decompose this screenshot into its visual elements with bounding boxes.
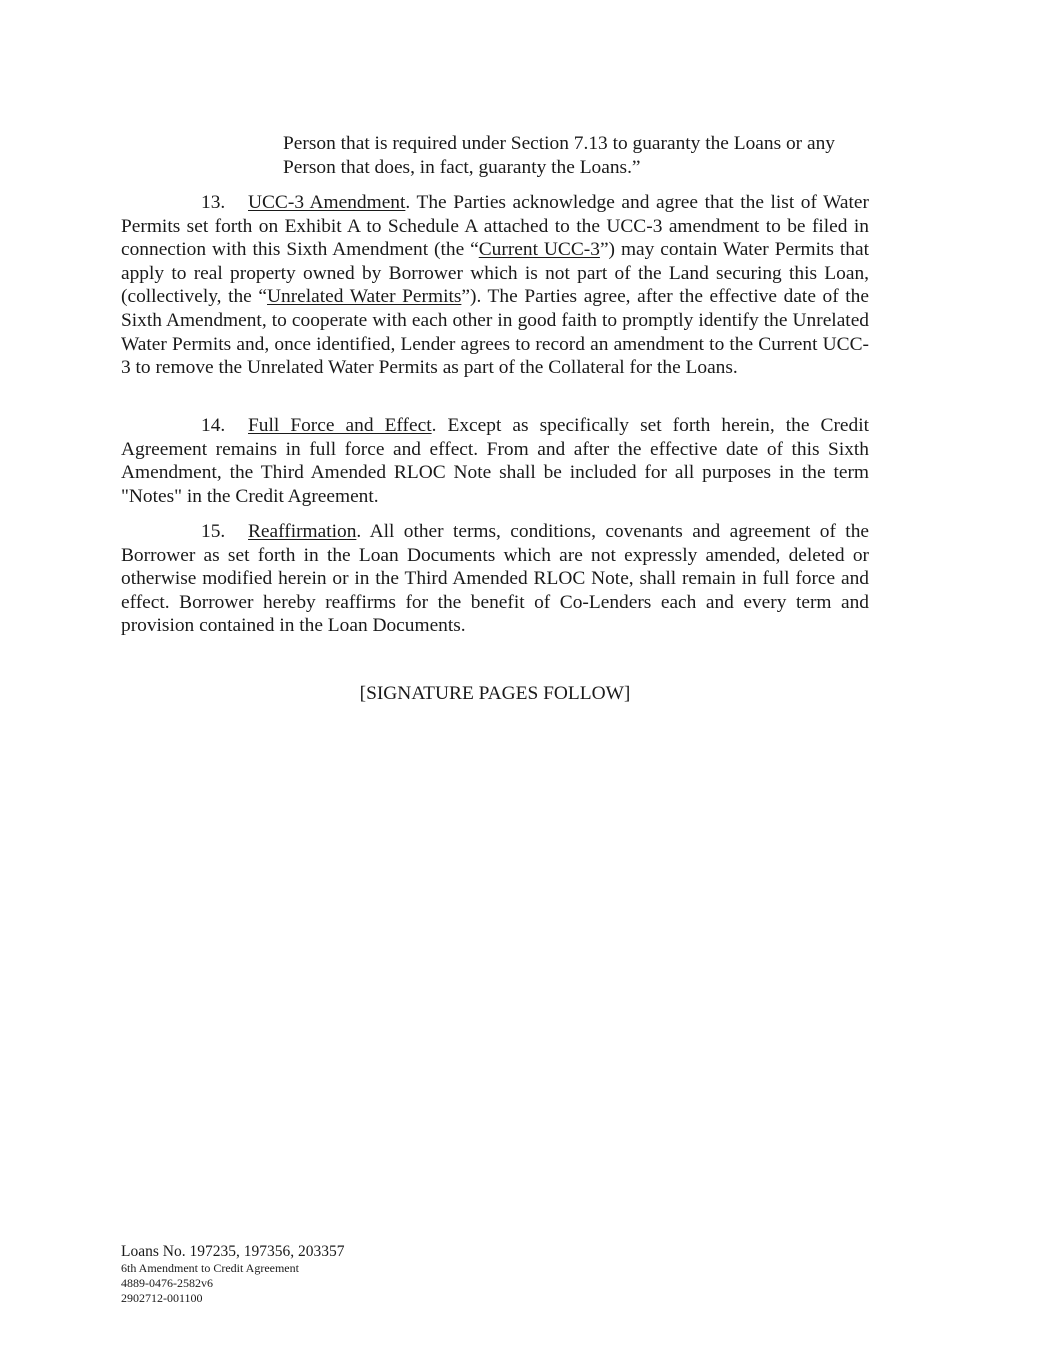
signature-pages-notice: [SIGNATURE PAGES FOLLOW] [359, 683, 631, 704]
defined-term-unrelated-water-permits: Unrelated Water Permits [267, 286, 462, 308]
section-15-text: . All other terms, conditions, covenants and agreement of the Borrower as set forth in the Loan Documents which are not expressly amended, deleted or otherwise modified herein or in the Third Amended RLOC Note, shall remain in full force and effect. Borrower hereby reaffirms for the benefit of Co-Lenders each and every term and provision contained in the Loan Documents. [121, 521, 869, 637]
section-15-paragraph [121, 520, 869, 638]
section-13-text-c: ”). The Parties agree, after the effective date of the Sixth Amendment, to cooperate with each other in good faith to promptly identify the Unrelated Water Permits and, once identified, Lender agrees to record an amendment to the Current UCC-3 to remove the Unrelated Water Permits as part of the Collateral for the Loans. [121, 286, 869, 379]
quote-continuation [283, 132, 873, 179]
section-13-paragraph [121, 191, 869, 380]
defined-term-current-ucc3: Current UCC-3 [478, 239, 600, 261]
section-13-text-a: . The Parties acknowledge and agree that the list of Water Permits set forth on Exhibit A to Schedule A attached to the UCC-3 amendment to be filed in connection with this Sixth Amendment (the “ [121, 192, 869, 261]
section-15-number: 15. [201, 521, 226, 542]
quote-line-1: Person that is required under Section 7.13 to guaranty the Loans or any [283, 133, 835, 154]
section-14-heading: Full Force and Effect [248, 415, 432, 436]
section-15-heading: Reaffirmation [248, 521, 357, 542]
section-14-text: . Except as specifically set forth herein, the Credit Agreement remains in full force and effect. From and after the effective date of this Sixth Amendment, the Third Amended RLOC Note shall be included for all purposes in the term "Notes" in the Credit Agreement. [121, 415, 870, 507]
section-13-heading: UCC-3 Amendment [248, 192, 406, 213]
quote-line-2: Person that does, in fact, guaranty the Loans.” [283, 156, 641, 178]
footer-doc-title: 6th Amendment to Credit Agreement [121, 1261, 299, 1275]
section-13-text-b: ”) may contain Water Permits that apply to real property owned by Borrower which is not part of the Land securing this Loan, (collectively, the “ [121, 239, 869, 308]
section-14-paragraph [121, 414, 869, 508]
footer-loans: Loans No. 197235, 197356, 203357 [121, 1243, 345, 1260]
section-14-number: 14. [201, 415, 226, 436]
section-13-number: 13. [201, 192, 226, 213]
footer-matter: 2902712-001100 [121, 1291, 203, 1305]
document-footer [121, 1243, 344, 1306]
footer-doc-id: 4889-0476-2582v6 [121, 1276, 213, 1290]
